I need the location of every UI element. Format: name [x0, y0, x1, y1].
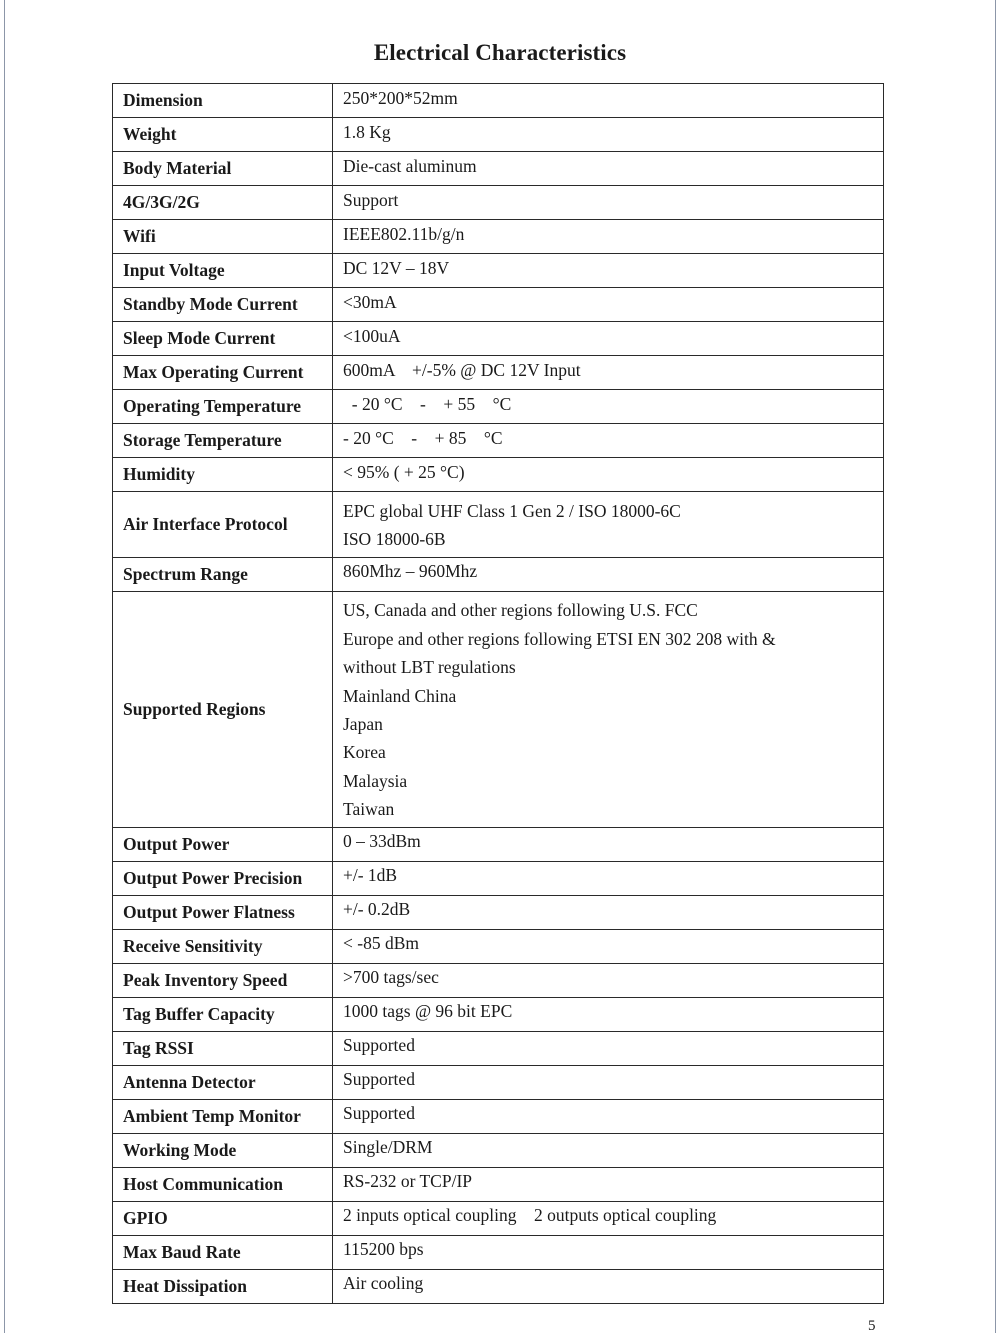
table-row: [113, 963, 884, 997]
spec-value-line: <100uA: [343, 325, 401, 346]
spec-label: 4G/3G/2G: [113, 186, 333, 220]
spec-value: [333, 288, 884, 322]
table-row: [113, 1201, 884, 1235]
spec-value: [333, 895, 884, 929]
table-row: [113, 288, 884, 322]
spec-label: Output Power: [113, 827, 333, 861]
table-row: [113, 152, 884, 186]
table-row: [113, 1031, 884, 1065]
spec-table-body: [113, 84, 884, 1304]
table-row: [113, 220, 884, 254]
spec-label: Weight: [113, 118, 333, 152]
spec-label: Antenna Detector: [113, 1065, 333, 1099]
table-row: [113, 322, 884, 356]
spec-value: [333, 1065, 884, 1099]
spec-value: [333, 1167, 884, 1201]
spec-value-line: Supported: [343, 1035, 415, 1056]
spec-value: [333, 492, 884, 558]
spec-value-line: 2 inputs optical coupling 2 outputs optical coupling: [343, 1205, 717, 1226]
spec-value: [333, 929, 884, 963]
spec-value-line: 1000 tags @ 96 bit EPC: [343, 1001, 513, 1022]
spec-value: [333, 118, 884, 152]
spec-value-line: EPC global UHF Class 1 Gen 2 / ISO 18000-6C: [343, 500, 681, 521]
spec-value: [333, 1099, 884, 1133]
spec-label: Receive Sensitivity: [113, 929, 333, 963]
table-row: [113, 1099, 884, 1133]
spec-label: Max Baud Rate: [113, 1235, 333, 1269]
spec-value-line: DC 12V – 18V: [343, 257, 450, 278]
spec-value-line: Japan: [343, 713, 383, 734]
spec-value: [333, 1235, 884, 1269]
spec-value: [333, 356, 884, 390]
spec-value: [333, 220, 884, 254]
table-row: [113, 827, 884, 861]
spec-label: Spectrum Range: [113, 557, 333, 591]
spec-value-line: 115200 bps: [343, 1239, 424, 1260]
spec-value-line: Single/DRM: [343, 1137, 433, 1158]
table-row: [113, 1133, 884, 1167]
spec-value-line: +/- 0.2dB: [343, 899, 411, 920]
table-row: [113, 557, 884, 591]
table-row: [113, 356, 884, 390]
spec-value-line: 1.8 Kg: [343, 121, 391, 142]
spec-value-line: Die-cast aluminum: [343, 155, 477, 176]
table-row: [113, 390, 884, 424]
spec-value-line: Korea: [343, 742, 386, 763]
table-row: [113, 186, 884, 220]
spec-label: Standby Mode Current: [113, 288, 333, 322]
spec-value-line: - 20 °C - + 85 °C: [343, 427, 503, 448]
spec-label: Body Material: [113, 152, 333, 186]
spec-label: Working Mode: [113, 1133, 333, 1167]
spec-label: Tag RSSI: [113, 1031, 333, 1065]
spec-value: [333, 997, 884, 1031]
spec-label: Air Interface Protocol: [113, 492, 333, 558]
spec-label: Supported Regions: [113, 591, 333, 827]
spec-value-line: US, Canada and other regions following U.S. FCC: [343, 600, 698, 621]
spec-value: [333, 827, 884, 861]
spec-label: Sleep Mode Current: [113, 322, 333, 356]
table-row: [113, 254, 884, 288]
table-row: [113, 1235, 884, 1269]
spec-value: [333, 591, 884, 827]
spec-value: [333, 390, 884, 424]
page-number: 5: [868, 1318, 876, 1334]
spec-value-line: Mainland China: [343, 685, 457, 706]
spec-value-line: <30mA: [343, 291, 397, 312]
spec-value: [333, 861, 884, 895]
spec-value: [333, 254, 884, 288]
spec-value-line: Taiwan: [343, 799, 395, 820]
spec-value-line: Supported: [343, 1103, 415, 1124]
page-title: Electrical Characteristics: [373, 40, 627, 65]
spec-label: GPIO: [113, 1201, 333, 1235]
table-row: [113, 492, 884, 558]
spec-label: Peak Inventory Speed: [113, 963, 333, 997]
spec-value: [333, 1201, 884, 1235]
spec-label: Dimension: [113, 84, 333, 118]
spec-value: [333, 84, 884, 118]
spec-label: Input Voltage: [113, 254, 333, 288]
table-row: [113, 84, 884, 118]
table-row: [113, 424, 884, 458]
table-row: [113, 1167, 884, 1201]
table-row: [113, 591, 884, 827]
spec-label: Output Power Precision: [113, 861, 333, 895]
spec-value: [333, 458, 884, 492]
spec-value-line: without LBT regulations: [343, 657, 516, 678]
spec-label: Ambient Temp Monitor: [113, 1099, 333, 1133]
table-row: [113, 1065, 884, 1099]
spec-value-line: IEEE802.11b/g/n: [343, 223, 465, 244]
spec-value-line: Supported: [343, 1069, 415, 1090]
spec-value: [333, 322, 884, 356]
spec-value-line: 250*200*52mm: [343, 87, 458, 108]
spec-value: [333, 1031, 884, 1065]
spec-value: [333, 152, 884, 186]
spec-table: [112, 83, 884, 1304]
spec-value: [333, 424, 884, 458]
spec-value: [333, 1269, 884, 1303]
spec-label: Host Communication: [113, 1167, 333, 1201]
spec-value-line: ISO 18000-6B: [343, 528, 446, 549]
spec-value: [333, 1133, 884, 1167]
spec-value: [333, 186, 884, 220]
spec-value-line: +/- 1dB: [343, 865, 398, 886]
spec-value: [333, 963, 884, 997]
spec-value-line: 600mA +/-5% @ DC 12V Input: [343, 359, 581, 380]
spec-label: Wifi: [113, 220, 333, 254]
spec-label: Storage Temperature: [113, 424, 333, 458]
spec-label: Heat Dissipation: [113, 1269, 333, 1303]
spec-label: Max Operating Current: [113, 356, 333, 390]
spec-value-line: >700 tags/sec: [343, 967, 439, 988]
spec-value-line: - 20 °C - + 55 °C: [343, 393, 512, 414]
table-row: [113, 997, 884, 1031]
table-row: [113, 458, 884, 492]
spec-value-line: Malaysia: [343, 770, 408, 791]
spec-value-line: < -85 dBm: [343, 933, 419, 954]
table-row: [113, 861, 884, 895]
spec-value-line: RS-232 or TCP/IP: [343, 1171, 473, 1192]
spec-label: Operating Temperature: [113, 390, 333, 424]
spec-value-line: Europe and other regions following ETSI EN 302 208 with &: [343, 628, 776, 649]
spec-value-line: Air cooling: [343, 1273, 424, 1294]
spec-label: Humidity: [113, 458, 333, 492]
spec-value: [333, 557, 884, 591]
spec-label: Tag Buffer Capacity: [113, 997, 333, 1031]
table-row: [113, 118, 884, 152]
spec-label: Output Power Flatness: [113, 895, 333, 929]
spec-value-line: Support: [343, 189, 399, 210]
table-row: [113, 895, 884, 929]
spec-value-line: 0 – 33dBm: [343, 831, 421, 852]
spec-value-line: 860Mhz – 960Mhz: [343, 561, 478, 582]
table-row: [113, 929, 884, 963]
spec-value-line: < 95% ( + 25 °C): [343, 461, 465, 482]
table-row: [113, 1269, 884, 1303]
